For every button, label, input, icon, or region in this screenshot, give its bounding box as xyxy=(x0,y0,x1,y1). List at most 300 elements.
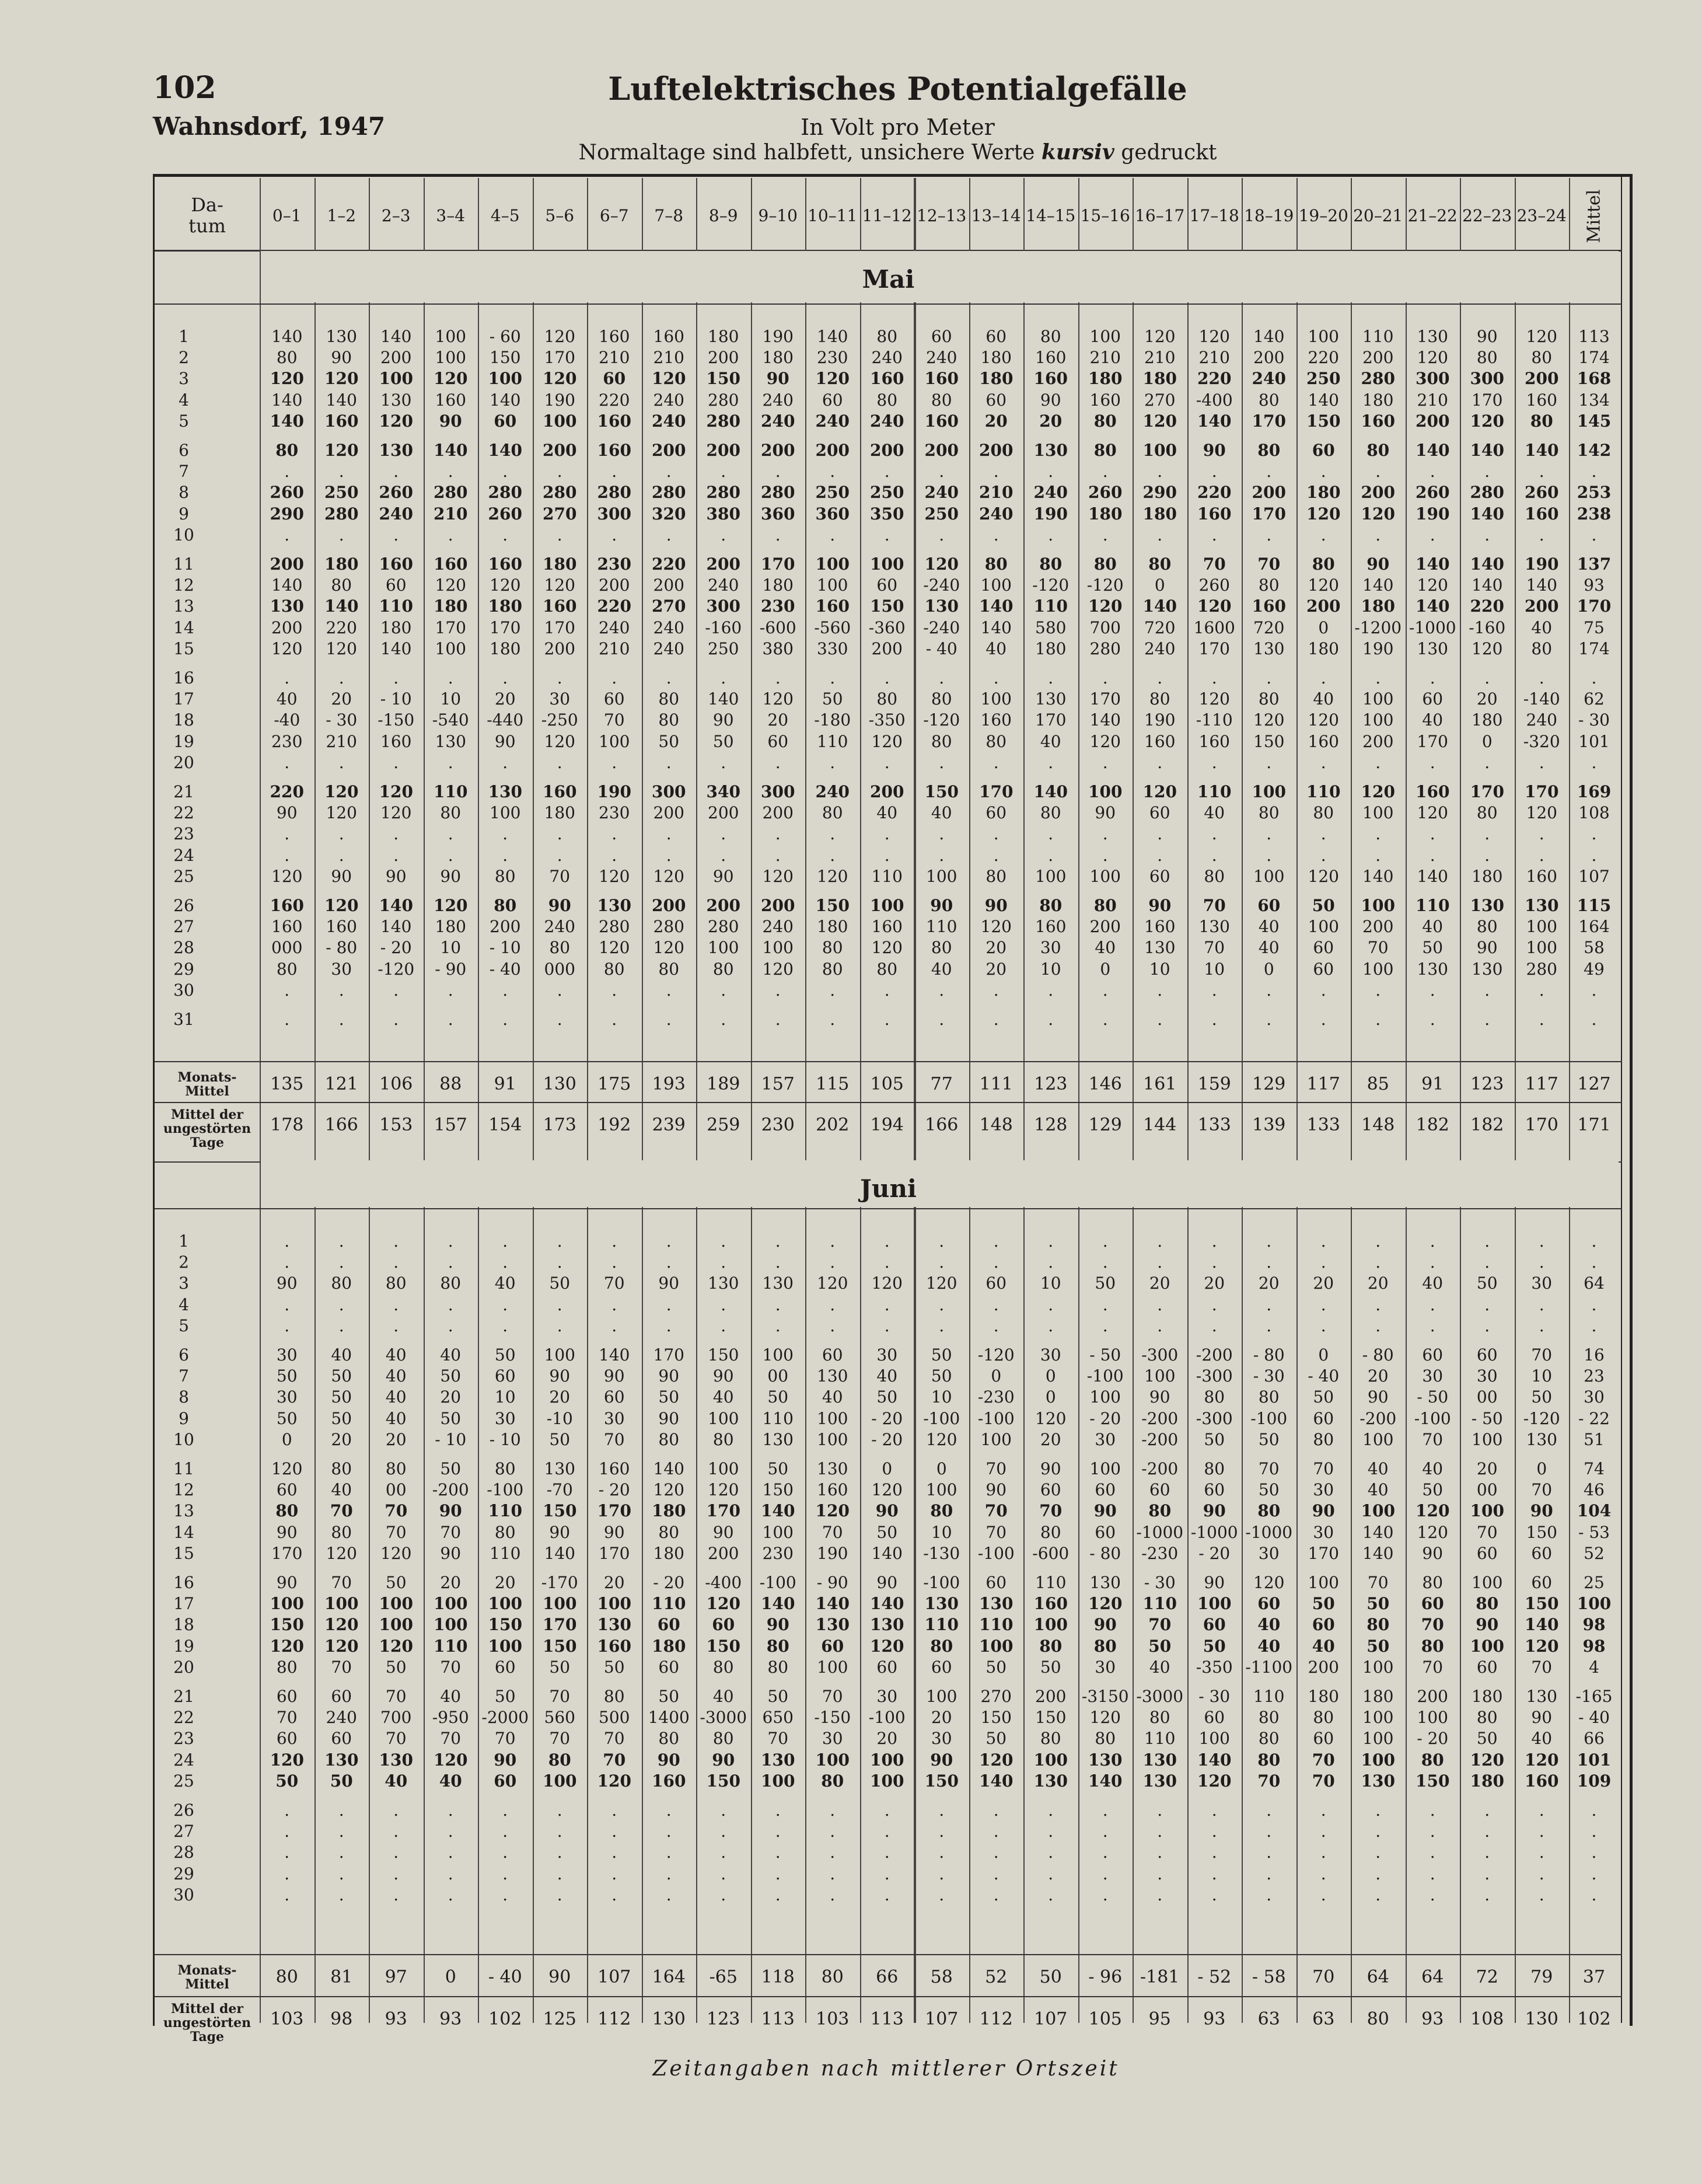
ungestoert-cell: 171 xyxy=(1577,1115,1611,1135)
table-cell: 160 xyxy=(1035,917,1067,937)
table-cell: . xyxy=(1539,1801,1544,1820)
table-cell: 160 xyxy=(652,1771,686,1791)
table-cell: 40 xyxy=(1257,1615,1281,1635)
table-cell: 30 xyxy=(822,1729,843,1749)
summary-rule xyxy=(155,1061,1622,1062)
table-cell: 100 xyxy=(870,1771,904,1791)
table-cell: 90 xyxy=(1040,390,1061,410)
table-cell: 90 xyxy=(603,1522,625,1542)
table-cell: 100 xyxy=(761,1771,795,1791)
table-cell: 80 xyxy=(276,348,298,368)
table-cell: 200 xyxy=(270,554,304,574)
table-cell: 70 xyxy=(984,1501,1008,1521)
monats-mittel-cell: 175 xyxy=(597,1074,631,1094)
table-cell: 100 xyxy=(1198,1729,1230,1749)
table-cell: . xyxy=(338,1885,344,1904)
table-cell: 160 xyxy=(380,731,412,751)
table-cell: 100 xyxy=(1088,782,1123,801)
table-cell: 90 xyxy=(1093,1501,1117,1521)
table-cell: 80 xyxy=(1313,1429,1334,1449)
table-cell: 200 xyxy=(1362,348,1394,368)
table-cell: 70 xyxy=(385,1687,407,1706)
table-cell: . xyxy=(1591,462,1597,482)
table-cell: . xyxy=(1211,1864,1217,1883)
table-cell: 80 xyxy=(331,1274,352,1293)
table-cell: . xyxy=(1102,1231,1108,1251)
table-cell: - 10 xyxy=(489,1429,521,1449)
table-cell: 40 xyxy=(1367,1459,1389,1478)
table-cell: . xyxy=(448,824,453,844)
table-cell: 200 xyxy=(653,803,684,823)
table-cell: . xyxy=(338,1316,344,1335)
table-cell: 70 xyxy=(603,1729,625,1749)
table-cell: 50 xyxy=(985,1729,1007,1749)
table-cell: 80 xyxy=(876,689,898,709)
table-cell: 160 xyxy=(1033,369,1068,389)
table-cell: 70 xyxy=(1204,938,1225,958)
table-cell: . xyxy=(721,525,726,545)
table-cell: . xyxy=(557,1864,562,1883)
monats-mittel-cell: 50 xyxy=(1039,1967,1062,1987)
table-cell: -2000 xyxy=(481,1708,529,1728)
table-cell: 160 xyxy=(1526,390,1557,410)
table-cell: 50 xyxy=(1203,1636,1226,1656)
table-cell: 170 xyxy=(979,782,1013,801)
table-cell: 130 xyxy=(1253,639,1285,658)
table-cell: . xyxy=(284,1253,290,1272)
table-cell: 170 xyxy=(653,1345,684,1365)
table-cell: 290 xyxy=(1142,483,1177,503)
monats-mittel-cell: 123 xyxy=(1034,1074,1068,1094)
table-cell: 190 xyxy=(817,1543,848,1563)
table-cell: . xyxy=(939,1253,945,1272)
table-cell: 40 xyxy=(1531,617,1553,637)
table-cell: 20 xyxy=(1367,1274,1389,1293)
table-cell: 60 xyxy=(1149,866,1170,886)
table-cell: . xyxy=(1375,525,1381,545)
table-cell: 80 xyxy=(876,390,898,410)
table-cell: 101 xyxy=(1577,1750,1612,1770)
table-cell: . xyxy=(1320,1885,1326,1904)
table-cell: -180 xyxy=(814,710,851,730)
table-cell: 10 xyxy=(440,938,462,958)
table-cell: . xyxy=(1266,525,1272,545)
table-cell: 80 xyxy=(1040,327,1061,346)
table-cell: 20 xyxy=(985,938,1007,958)
table-cell: 80 xyxy=(276,1657,298,1677)
table-cell: 70 xyxy=(1367,1573,1389,1592)
table-cell: . xyxy=(1102,1010,1108,1029)
table-cell: 60 xyxy=(1313,959,1334,979)
table-cell: 160 xyxy=(324,411,359,431)
table-cell: 20 xyxy=(876,1729,898,1749)
table-cell: 174 xyxy=(1578,639,1610,658)
table-cell: . xyxy=(611,1801,617,1820)
table-cell: 174 xyxy=(1578,348,1610,368)
table-cell: 240 xyxy=(1033,483,1068,503)
table-cell: 93 xyxy=(1584,575,1605,595)
table-cell: 130 xyxy=(1417,959,1448,979)
table-cell: - 40 xyxy=(1308,1366,1340,1386)
table-cell: 140 xyxy=(708,689,739,709)
day-label: 29 xyxy=(173,959,194,979)
table-cell: 100 xyxy=(1362,959,1394,979)
table-cell: 140 xyxy=(1362,575,1394,595)
table-cell: . xyxy=(1484,1231,1490,1251)
hour-header-11: 10–11 xyxy=(808,206,858,225)
table-cell: 120 xyxy=(1361,504,1395,524)
table-cell: 90 xyxy=(494,1750,517,1770)
table-cell: -540 xyxy=(432,710,469,730)
table-cell: . xyxy=(338,668,344,688)
table-cell: 80 xyxy=(931,731,952,751)
table-cell: - 90 xyxy=(435,959,467,979)
table-cell: 160 xyxy=(1416,782,1450,801)
table-cell: . xyxy=(1375,845,1381,865)
table-cell: . xyxy=(993,1864,999,1883)
table-cell: 80 xyxy=(1258,575,1280,595)
table-cell: 160 xyxy=(1361,411,1395,431)
table-cell: . xyxy=(666,1885,672,1904)
table-cell: 210 xyxy=(599,639,630,658)
table-cell: 130 xyxy=(324,1750,359,1770)
ungestoert-cell: 98 xyxy=(330,2009,353,2029)
table-cell: 30 xyxy=(331,959,352,979)
ungestoert-cell: 148 xyxy=(979,1115,1013,1135)
table-cell: - 20 xyxy=(871,1429,903,1449)
table-cell: . xyxy=(1539,1316,1544,1335)
table-cell: 10 xyxy=(1204,959,1225,979)
table-cell: 50 xyxy=(440,1366,462,1386)
table-cell: 30 xyxy=(1313,1480,1334,1500)
monats-mittel-cell: 81 xyxy=(330,1967,353,1987)
hour-header-23: 22–23 xyxy=(1462,206,1512,225)
table-cell: 100 xyxy=(1362,689,1394,709)
table-cell: . xyxy=(1102,1864,1108,1883)
table-cell: 240 xyxy=(326,1708,357,1728)
table-cell: -120 xyxy=(977,1345,1015,1365)
table-cell: . xyxy=(666,1801,672,1820)
day-label: 3 xyxy=(179,1274,189,1293)
table-cell: 134 xyxy=(1578,390,1610,410)
table-cell: . xyxy=(939,1801,945,1820)
table-cell: 0 xyxy=(936,1459,947,1478)
table-cell: 270 xyxy=(1144,390,1176,410)
table-cell: . xyxy=(1539,668,1544,688)
table-cell: 100 xyxy=(1033,1750,1068,1770)
table-cell: . xyxy=(1320,980,1326,1000)
table-cell: 80 xyxy=(1039,1636,1063,1656)
table-cell: 60 xyxy=(1257,896,1281,915)
table-cell: 60 xyxy=(1313,938,1334,958)
table-cell: 160 xyxy=(1308,731,1339,751)
day-label: 10 xyxy=(173,525,194,545)
table-cell: . xyxy=(1375,1316,1381,1335)
monats-mittel-cell: 70 xyxy=(1312,1967,1335,1987)
table-cell: -440 xyxy=(487,710,524,730)
table-cell: 120 xyxy=(1253,710,1285,730)
table-cell: 20 xyxy=(1476,689,1498,709)
table-cell: 130 xyxy=(1198,917,1230,937)
table-cell: 130 xyxy=(1526,1429,1557,1449)
table-cell: 80 xyxy=(548,1750,571,1770)
table-cell: 200 xyxy=(924,441,959,460)
table-cell: . xyxy=(1266,1801,1272,1820)
table-cell: 80 xyxy=(494,866,516,886)
table-cell: 90 xyxy=(276,1573,298,1592)
table-cell: . xyxy=(338,1864,344,1883)
table-cell: . xyxy=(775,462,781,482)
table-cell: 130 xyxy=(597,896,631,915)
table-cell: 10 xyxy=(931,1387,952,1407)
table-cell: 140 xyxy=(324,596,359,616)
table-cell: . xyxy=(1484,1822,1490,1841)
table-cell: . xyxy=(1539,1822,1544,1841)
table-cell: 160 xyxy=(980,710,1012,730)
table-cell: . xyxy=(1320,1253,1326,1272)
day-label: 14 xyxy=(173,1522,194,1542)
table-cell: . xyxy=(1157,1010,1163,1029)
table-cell: -230 xyxy=(1141,1543,1179,1563)
table-cell: 80 xyxy=(1476,1594,1499,1614)
table-cell: 140 xyxy=(1308,390,1339,410)
ungestoert-cell: 103 xyxy=(270,2009,304,2029)
table-cell: 120 xyxy=(1142,782,1177,801)
table-cell: . xyxy=(1591,980,1597,1000)
table-cell: 150 xyxy=(270,1615,304,1635)
table-cell: 100 xyxy=(1361,896,1395,915)
table-cell: . xyxy=(666,668,672,688)
table-cell: 100 xyxy=(435,327,466,346)
table-cell: 120 xyxy=(324,782,359,801)
table-cell: 100 xyxy=(1308,917,1339,937)
table-cell: 100 xyxy=(1362,1657,1394,1677)
table-cell: 40 xyxy=(712,1387,734,1407)
table-cell: . xyxy=(830,1010,836,1029)
table-cell: 60 xyxy=(931,327,952,346)
table-cell: 210 xyxy=(434,504,468,524)
day-label: 22 xyxy=(173,1708,194,1728)
table-cell: . xyxy=(775,525,781,545)
table-cell: 100 xyxy=(488,1594,522,1614)
day-label: 7 xyxy=(179,1366,189,1386)
table-cell: 90 xyxy=(658,1366,680,1386)
table-cell: 100 xyxy=(817,1408,848,1428)
ungestoert-cell: 102 xyxy=(1577,2009,1611,2029)
table-cell: - 40 xyxy=(489,959,521,979)
table-cell: 200 xyxy=(1361,483,1395,503)
table-cell: 80 xyxy=(658,1522,680,1542)
table-cell: 200 xyxy=(271,617,303,637)
table-cell: . xyxy=(338,1295,344,1314)
day-label: 28 xyxy=(173,938,194,958)
table-cell: 140 xyxy=(1470,441,1504,460)
table-cell: . xyxy=(1266,1843,1272,1862)
table-cell: 90 xyxy=(1040,1459,1061,1478)
day-label: 10 xyxy=(173,1429,194,1449)
table-cell: 240 xyxy=(870,411,904,431)
table-cell: 60 xyxy=(876,1657,898,1677)
table-cell: 253 xyxy=(1577,483,1612,503)
day-label: 23 xyxy=(173,824,194,844)
table-cell: . xyxy=(1048,1801,1054,1820)
table-cell: -100 xyxy=(977,1408,1015,1428)
ungestoert-cell: 178 xyxy=(270,1115,304,1135)
table-cell: . xyxy=(1157,845,1163,865)
table-cell: . xyxy=(557,752,562,772)
table-cell: 120 xyxy=(271,639,303,658)
table-cell: . xyxy=(1430,1316,1435,1335)
table-cell: 98 xyxy=(1582,1615,1606,1635)
table-cell: . xyxy=(1320,1231,1326,1251)
table-cell: 170 xyxy=(490,617,521,637)
table-cell: 700 xyxy=(380,1708,412,1728)
table-cell: 140 xyxy=(1525,1615,1559,1635)
table-cell: . xyxy=(884,525,890,545)
table-cell: . xyxy=(830,1253,836,1272)
table-cell: 130 xyxy=(1142,1771,1177,1791)
table-cell: 130 xyxy=(817,1459,848,1478)
table-cell: 90 xyxy=(712,1366,734,1386)
table-cell: 200 xyxy=(706,896,740,915)
table-cell: 160 xyxy=(653,327,684,346)
monats-mittel-cell: 91 xyxy=(494,1074,516,1094)
table-cell: 70 xyxy=(549,866,571,886)
table-cell: 50 xyxy=(1148,1636,1172,1656)
table-cell: -160 xyxy=(705,617,742,637)
table-cell: 20 xyxy=(1258,1274,1280,1293)
table-cell: 80 xyxy=(1530,411,1553,431)
table-cell: 160 xyxy=(1198,731,1230,751)
table-cell: . xyxy=(1375,752,1381,772)
table-cell: 300 xyxy=(1416,369,1450,389)
day-label: 24 xyxy=(173,845,194,865)
table-cell: 90 xyxy=(1476,327,1498,346)
table-cell: 60 xyxy=(603,369,626,389)
table-cell: . xyxy=(1430,1801,1435,1820)
table-cell: 240 xyxy=(979,504,1013,524)
table-cell: 140 xyxy=(1416,554,1450,574)
table-cell: 70 xyxy=(549,1729,571,1749)
table-cell: . xyxy=(884,1316,890,1335)
table-cell: 120 xyxy=(926,1274,957,1293)
table-cell: 260 xyxy=(1525,483,1559,503)
table-cell: . xyxy=(939,845,945,865)
table-cell: 80 xyxy=(494,896,517,915)
monats-mittel-cell: 66 xyxy=(876,1967,899,1987)
monats-mittel-cell: 115 xyxy=(816,1074,850,1094)
table-cell: 90 xyxy=(1367,1387,1389,1407)
table-cell: . xyxy=(1102,980,1108,1000)
table-cell: . xyxy=(448,1822,453,1841)
table-cell: 110 xyxy=(1035,1573,1067,1592)
table-cell: . xyxy=(1211,845,1217,865)
table-cell: - 20 xyxy=(380,938,412,958)
legend-note xyxy=(0,140,1702,165)
footer-note: Zeitangaben nach mittlerer Ortszeit xyxy=(652,2057,1120,2081)
table-cell: 100 xyxy=(1308,327,1339,346)
table-cell: . xyxy=(1591,845,1597,865)
table-cell: -240 xyxy=(923,575,960,595)
table-cell: 80 xyxy=(494,1522,516,1542)
table-cell: 140 xyxy=(815,1594,850,1614)
table-cell: 220 xyxy=(1308,348,1339,368)
table-cell: 120 xyxy=(1089,1708,1121,1728)
table-cell: . xyxy=(1591,752,1597,772)
table-cell: . xyxy=(393,1295,399,1314)
table-cell: 80 xyxy=(821,1771,844,1791)
hour-header-9: 8–9 xyxy=(708,206,738,225)
table-cell: 130 xyxy=(1033,1771,1068,1791)
table-cell: 30 xyxy=(931,1729,952,1749)
table-cell: . xyxy=(448,980,453,1000)
table-cell: 0 xyxy=(1263,959,1274,979)
table-cell: . xyxy=(502,1843,508,1862)
day-label: 2 xyxy=(179,1253,189,1272)
table-cell: 140 xyxy=(380,639,412,658)
table-cell: . xyxy=(666,1010,672,1029)
table-cell: 190 xyxy=(1416,504,1450,524)
table-cell: 320 xyxy=(652,504,686,524)
table-cell: -100 xyxy=(868,1708,906,1728)
table-cell: 16 xyxy=(1584,1345,1605,1365)
table-cell: . xyxy=(284,525,290,545)
table-cell: 30 xyxy=(1422,1366,1444,1386)
table-cell: 180 xyxy=(762,348,794,368)
table-cell: 140 xyxy=(1472,575,1503,595)
table-cell: 80 xyxy=(712,1429,734,1449)
table-cell: 100 xyxy=(1089,866,1121,886)
table-cell: 40 xyxy=(1422,1274,1444,1293)
table-cell: . xyxy=(1266,980,1272,1000)
table-cell: 60 xyxy=(1257,1594,1281,1614)
table-cell: 720 xyxy=(1253,617,1285,637)
table-cell: -560 xyxy=(814,617,851,637)
table-cell: 100 xyxy=(379,1615,413,1635)
table-cell: . xyxy=(1375,1801,1381,1820)
table-cell: - 50 xyxy=(1417,1387,1449,1407)
table-cell: . xyxy=(338,1801,344,1820)
table-cell: 10 xyxy=(1040,1274,1061,1293)
ungestoert-cell: 182 xyxy=(1416,1115,1449,1135)
table-cell: 90 xyxy=(1312,1501,1335,1521)
table-cell: 90 xyxy=(440,866,462,886)
table-cell: 180 xyxy=(380,617,412,637)
table-cell: 100 xyxy=(490,803,521,823)
table-cell: . xyxy=(993,1843,999,1862)
table-cell: 50 xyxy=(1476,1729,1498,1749)
table-cell: 580 xyxy=(1035,617,1067,637)
table-cell: 60 xyxy=(1421,1594,1444,1614)
table-cell: 80 xyxy=(712,1657,734,1677)
table-cell: . xyxy=(338,845,344,865)
table-cell: - 20 xyxy=(1198,1543,1231,1563)
table-cell: . xyxy=(939,668,945,688)
table-cell: 180 xyxy=(1470,1771,1504,1791)
table-cell: 140 xyxy=(490,390,521,410)
month-rule xyxy=(155,303,1622,305)
table-cell: 40 xyxy=(331,1345,352,1365)
table-cell: . xyxy=(448,1295,453,1314)
day-label: 20 xyxy=(173,752,194,772)
table-cell: 100 xyxy=(379,369,413,389)
ungestoert-cell: 112 xyxy=(979,2009,1013,2029)
table-cell: 0 xyxy=(1045,1366,1056,1386)
table-cell: 100 xyxy=(1362,1708,1394,1728)
table-cell: . xyxy=(338,980,344,1000)
ungestoert-label-line: Tage xyxy=(190,1135,224,1150)
table-cell: . xyxy=(1375,462,1381,482)
